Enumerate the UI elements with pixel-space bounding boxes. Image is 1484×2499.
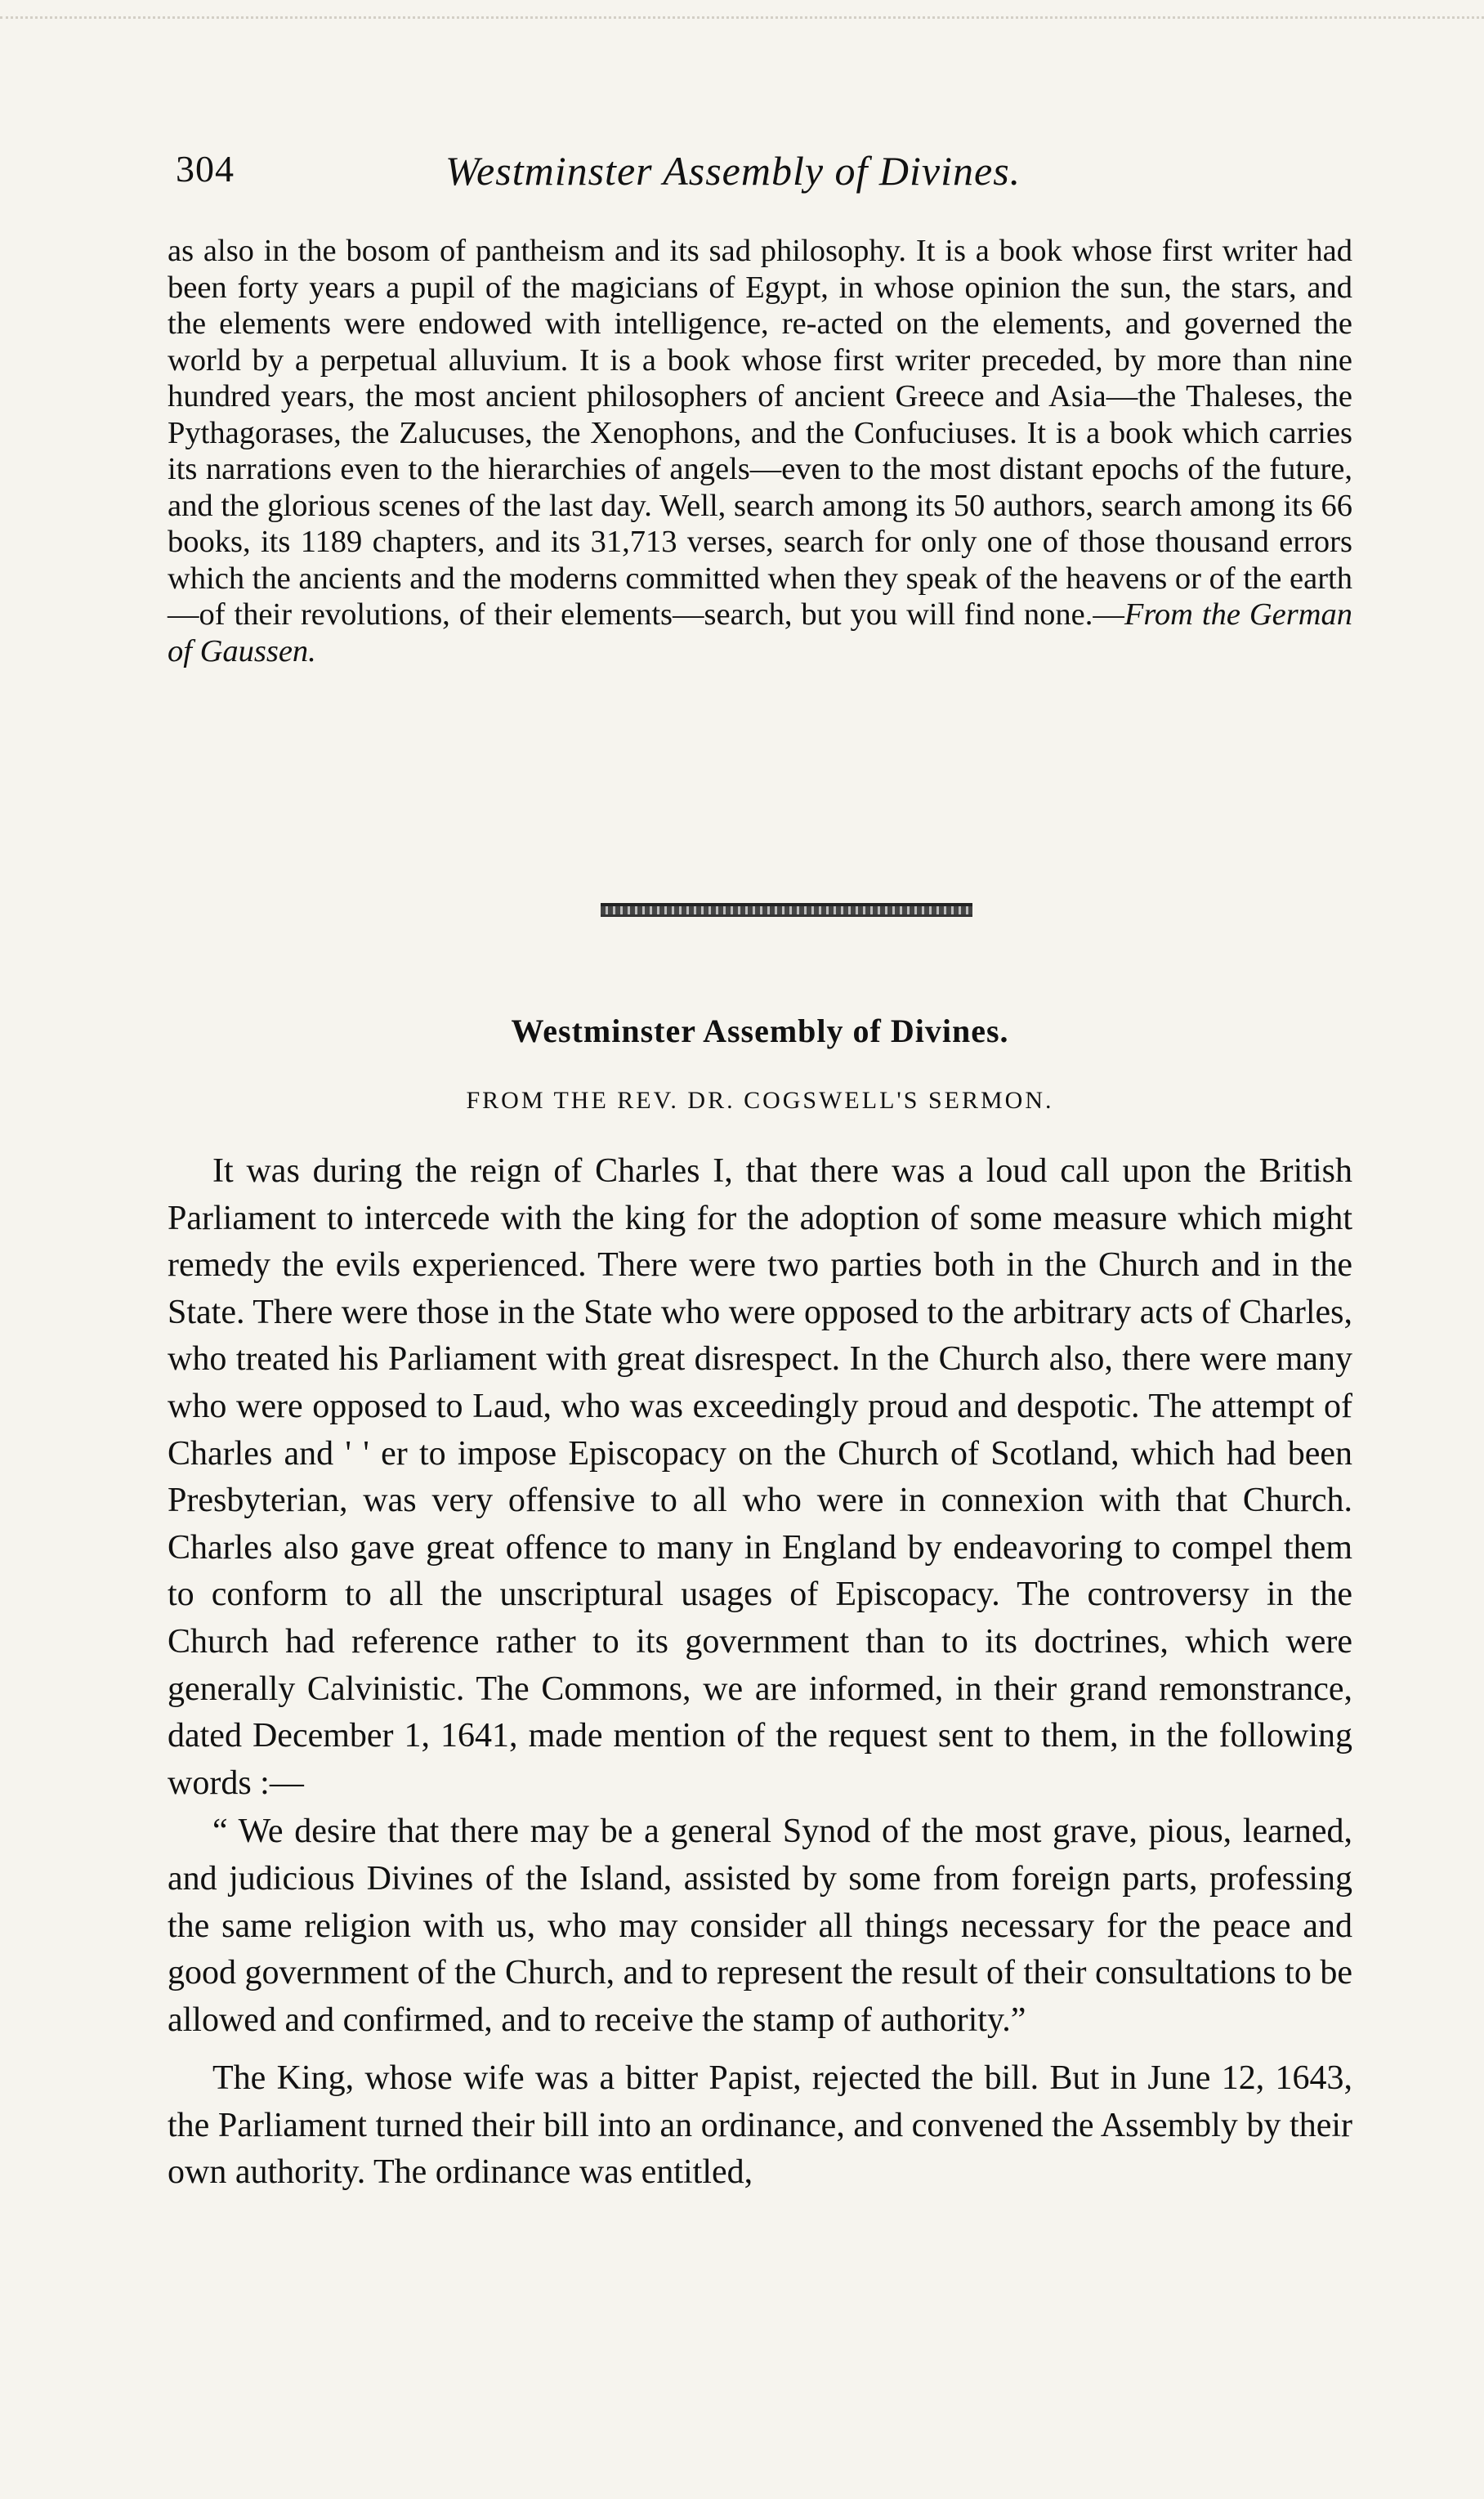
article-paragraph: It was during the reign of Charles I, that there was a loud call upon the British Parliament to intercede with the king for the adoption of some measure which might remedy the evils experienced. There were two parties both in the Church and in the State. There were those in the State who were opposed to the arbitrary acts of Charles, who treated his Parliament with great disrespect. In the Church also, there were many who were opposed to Laud, who was exceedingly proud and despotic. The attempt of Charles and ' ' er to impose Episcopacy on the Church of Scotland, which had been Presbyterian, was very offensive to all who were in connexion with that Church. Charles also gave great offence to many in England by endeavoring to compel them to conform to all the unscriptural usages of Episcopacy. The controversy in the Church had reference rather to its government than to its doctrines, which were generally Calvinistic. The Commons, we are informed, in their grand remonstrance, dated December 1, 1641, made mention of the request sent to them, in the following words :— (168, 1152, 1352, 1802)
article-title: Westminster Assembly of Divines. (511, 1013, 1009, 1049)
article-paragraph: The King, whose wife was a bitter Papist, rejected the bill. But in June 12, 1643, the Parliament turned their bill into an ordinance, and convened the Assembly by their own authority. The ordinance was entitled, (168, 2059, 1352, 2192)
article-body (168, 1148, 1352, 2197)
section-divider (601, 903, 972, 917)
article-quote: “ We desire that there may be a general Synod of the most grave, pious, learned, and judicious Divines of the Island, assisted by some from foreign parts, professing the same religion with us, who may consider all things necessary for the peace and good government of the Church, and to represent the result of their consultations to be allowed and confirmed, and to receive the stamp of authority.” (168, 1813, 1352, 2039)
running-head (176, 147, 1361, 212)
previous-article-text (168, 233, 1352, 669)
article-source: FROM THE REV. DR. COGSWELL'S SERMON. (466, 1087, 1054, 1114)
page-number: 304 (176, 148, 235, 190)
previous-article-attribution: From the German of Gaussen. (168, 597, 1353, 668)
previous-article-body: as also in the bosom of pantheism and its sad philosophy. It is a book whose first writer had been forty years a pupil of the magicians of Egypt, in whose opinion the sun, the stars, and the elements were endowed with intelligence, re-acted on the elements, and governed the world by a perpetual alluvium. It is a book whose first writer preceded, by more than nine hundred years, the most ancient philosophers of ancient Greece and Asia—the Thaleses, the Pythagorases, the Zalucuses, the Xenophons, and the Confuciuses. It is a book which carries its narrations even to the hierarchies of angels—even to the most distant epochs of the future, and the glorious scenes of the last day. Well, search among its 50 authors, search among its 66 books, its 1189 chapters, and its 31,713 verses, search for only one of those thousand errors which the ancients and the moderns committed when they speak of the heavens or of the earth—of their revolutions, of their elements—search, but you will find none.— (168, 234, 1352, 632)
scan-top-edge (0, 0, 1484, 19)
running-title: Westminster Assembly of Divines. (445, 148, 1021, 194)
